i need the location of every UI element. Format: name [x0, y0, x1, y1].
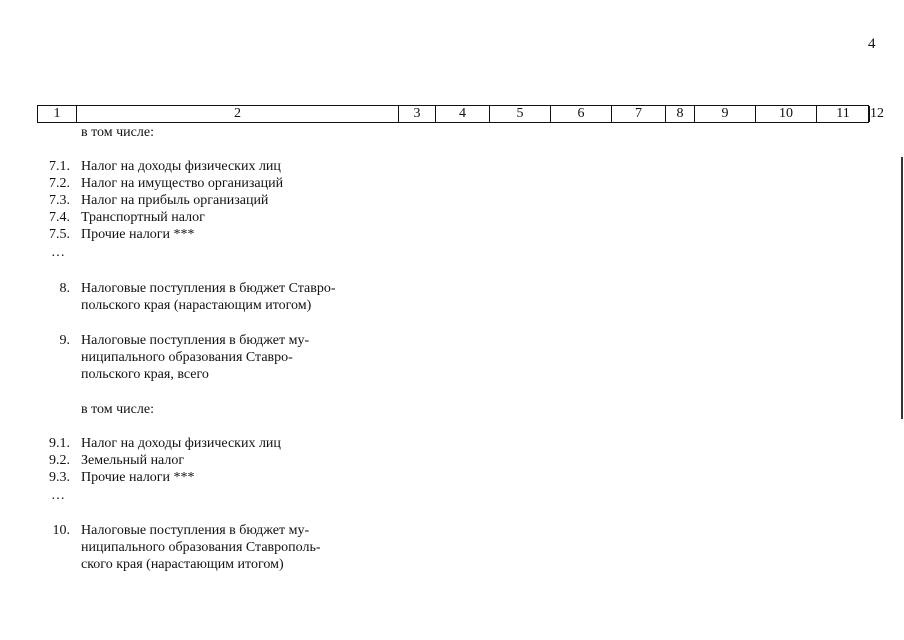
column-header-row: 1 2 3 4 5 6 7 8 9 10 11 12 [37, 105, 869, 123]
table-row [40, 522, 360, 573]
item-text-line: Налоговые поступления в бюджет му- [81, 523, 310, 538]
ellipsis: … [51, 245, 65, 260]
table-row [40, 332, 360, 383]
item-text-line: Налоговые поступления в бюджет Ставро- [81, 281, 336, 296]
item-number: 9.3. [49, 470, 70, 485]
column-header-cell: 7 [612, 106, 666, 122]
item-number: 7.1. [49, 159, 70, 174]
item-number: 9. [59, 333, 70, 348]
item-text: Прочие налоги *** [81, 227, 195, 242]
item-number: 10. [52, 523, 70, 538]
column-header-cell: 8 [666, 106, 695, 122]
item-number: 8. [59, 281, 70, 296]
item-text-line: ского края (нарастающим итогом) [81, 557, 284, 572]
column-header-cell: 6 [551, 106, 612, 122]
item-number: 9.1. [49, 436, 70, 451]
column-header-cell: 3 [399, 106, 436, 122]
item-text: Налог на прибыль организаций [81, 193, 269, 208]
column-header-cell: 10 [756, 106, 817, 122]
column-header-cell: 1 [38, 106, 77, 122]
including-label: в том числе: [81, 402, 154, 417]
item-text-line: польского края (нарастающим итогом) [81, 298, 312, 313]
item-text-line: ниципального образования Ставро- [81, 350, 293, 365]
column-header-cell: 9 [695, 106, 756, 122]
item-number: 7.4. [49, 210, 70, 225]
table-row [40, 280, 360, 314]
item-text-line: польского края, всего [81, 367, 209, 382]
column-header-cell: 4 [436, 106, 490, 122]
item-text: Прочие налоги *** [81, 470, 195, 485]
item-text: Налог на имущество организаций [81, 176, 284, 191]
item-text-line: Налоговые поступления в бюджет му- [81, 333, 310, 348]
item-text: Транспортный налог [81, 210, 205, 225]
ellipsis: … [51, 488, 65, 503]
column-header-cell: 2 [77, 106, 399, 122]
including-label: в том числе: [81, 125, 154, 140]
page-number: 4 [868, 36, 876, 52]
item-text: Налог на доходы физических лиц [81, 159, 281, 174]
item-number: 7.5. [49, 227, 70, 242]
item-text: Налог на доходы физических лиц [81, 436, 281, 451]
column-header-cell: 11 [817, 106, 870, 122]
item-text-line: ниципального образования Ставрополь- [81, 540, 321, 555]
item-number: 9.2. [49, 453, 70, 468]
item-number: 7.3. [49, 193, 70, 208]
column-header-cell: 5 [490, 106, 551, 122]
item-text: Земельный налог [81, 453, 185, 468]
item-number: 7.2. [49, 176, 70, 191]
page-edge-mark [901, 157, 903, 419]
